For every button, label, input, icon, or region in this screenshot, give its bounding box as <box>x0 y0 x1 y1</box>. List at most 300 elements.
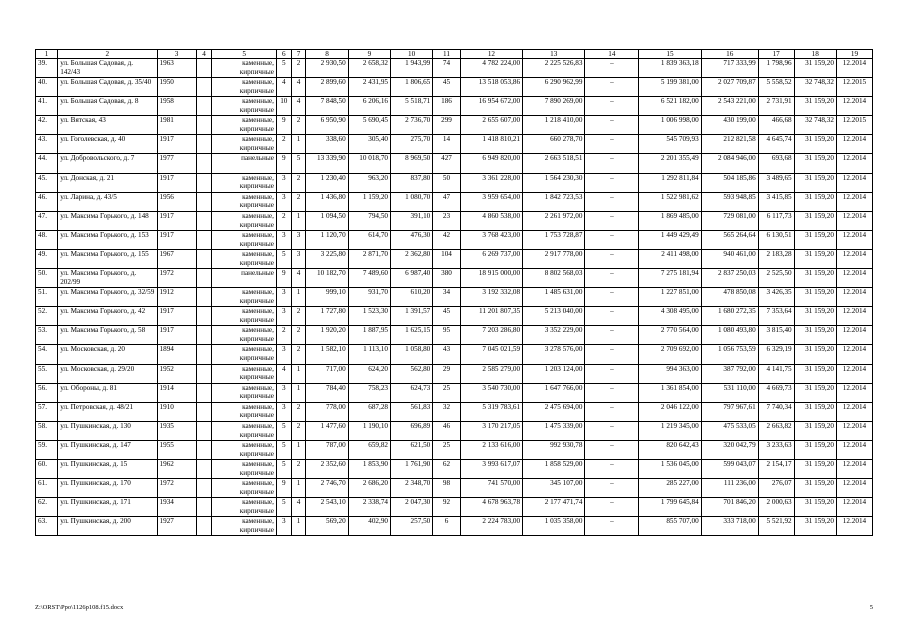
table-cell: 1 475 339,00 <box>523 421 585 440</box>
table-cell: 2 686,20 <box>348 479 390 498</box>
table-cell: 1 727,80 <box>306 307 348 326</box>
table-row <box>36 135 873 154</box>
table-cell: 2 543 221,00 <box>701 97 758 116</box>
table-cell <box>196 135 212 154</box>
table-cell: 31 159,20 <box>794 402 836 421</box>
table-cell: 2 709 692,00 <box>639 345 701 364</box>
table-cell: 2 047,30 <box>391 498 433 517</box>
table-row <box>36 288 873 307</box>
table-cell: 12.2014 <box>836 326 872 345</box>
table-cell: 5 690,45 <box>348 116 390 135</box>
table-cell: 2 525,50 <box>758 269 794 288</box>
row-number-cell: 46. <box>36 192 58 211</box>
table-cell <box>196 479 212 498</box>
column-number: 1 <box>36 50 58 59</box>
table-cell: 1 <box>291 440 306 459</box>
table-cell: 333 718,00 <box>701 517 758 536</box>
table-cell: каменные, кирпичные <box>212 307 276 326</box>
table-cell: панельные <box>212 269 276 288</box>
table-cell: 2 431,95 <box>348 78 390 97</box>
table-cell: 430 199,00 <box>701 116 758 135</box>
table-cell: 837,80 <box>391 173 433 192</box>
table-cell: 784,40 <box>306 383 348 402</box>
table-cell: 4 782 224,00 <box>460 59 522 78</box>
column-number: 11 <box>433 50 460 59</box>
table-cell: 31 159,20 <box>794 249 836 268</box>
table-cell: 3 278 576,00 <box>523 345 585 364</box>
table-cell: 2 027 709,87 <box>701 78 758 97</box>
table-cell: 2 084 946,00 <box>701 154 758 173</box>
table-cell: 391,10 <box>391 211 433 230</box>
table-cell <box>196 307 212 326</box>
table-cell: каменные, кирпичные <box>212 498 276 517</box>
table-cell: 963,20 <box>348 173 390 192</box>
table-cell: 2 663,82 <box>758 421 794 440</box>
table-cell: 6 521 182,00 <box>639 97 701 116</box>
table-cell: 12.2014 <box>836 288 872 307</box>
table-cell: каменные, кирпичные <box>212 192 276 211</box>
table-cell: каменные, кирпичные <box>212 459 276 478</box>
table-cell: 31 159,20 <box>794 307 836 326</box>
table-cell: 3 352 229,00 <box>523 326 585 345</box>
table-cell: 1 853,90 <box>348 459 390 478</box>
table-row <box>36 459 873 478</box>
table-cell: 29 <box>433 364 460 383</box>
table-cell: – <box>585 116 639 135</box>
table-cell: 1 391,57 <box>391 307 433 326</box>
table-cell: 2 <box>291 116 306 135</box>
table-cell: 12.2014 <box>836 364 872 383</box>
table-cell: 7 890 269,00 <box>523 97 585 116</box>
table-cell: 624,20 <box>348 364 390 383</box>
table-cell: каменные, кирпичные <box>212 135 276 154</box>
table-cell: 614,70 <box>348 230 390 249</box>
table-cell: 3 415,85 <box>758 192 794 211</box>
table-cell: 43 <box>433 345 460 364</box>
address-cell: ул. Гоголевская, д. 40 <box>58 135 157 154</box>
table-cell: 1917 <box>157 230 196 249</box>
table-cell: – <box>585 59 639 78</box>
table-cell: – <box>585 402 639 421</box>
table-cell: 3 225,80 <box>306 249 348 268</box>
column-number: 19 <box>836 50 872 59</box>
table-cell: 11 201 807,35 <box>460 307 522 326</box>
table-cell: 1972 <box>157 269 196 288</box>
table-cell: 12.2014 <box>836 154 872 173</box>
row-number-cell: 44. <box>36 154 58 173</box>
table-cell: 1 219 345,00 <box>639 421 701 440</box>
table-cell: 3 <box>276 307 291 326</box>
table-cell: 1894 <box>157 345 196 364</box>
table-cell <box>196 211 212 230</box>
table-cell: 2 338,74 <box>348 498 390 517</box>
row-number-cell: 50. <box>36 269 58 288</box>
table-cell: 4 141,75 <box>758 364 794 383</box>
table-cell: 531 110,00 <box>701 383 758 402</box>
table-cell: 2 837 250,03 <box>701 269 758 288</box>
table-cell: 2 <box>276 135 291 154</box>
table-cell: 1 436,80 <box>306 192 348 211</box>
table-cell: 475 533,05 <box>701 421 758 440</box>
row-number-cell: 60. <box>36 459 58 478</box>
table-cell: 729 081,00 <box>701 211 758 230</box>
table-row <box>36 498 873 517</box>
table-cell: 9 <box>276 269 291 288</box>
table-cell: 12.2014 <box>836 97 872 116</box>
table-cell: – <box>585 211 639 230</box>
table-cell: 98 <box>433 479 460 498</box>
table-cell: 2 475 694,00 <box>523 402 585 421</box>
address-cell: ул. Пушкинская, д. 171 <box>58 498 157 517</box>
table-cell: 3 <box>291 230 306 249</box>
column-number: 2 <box>58 50 157 59</box>
table-cell: 569,20 <box>306 517 348 536</box>
table-cell <box>196 440 212 459</box>
table-cell: 3 993 617,07 <box>460 459 522 478</box>
table-cell: 1 680 272,35 <box>701 307 758 326</box>
table-cell: 74 <box>433 59 460 78</box>
table-cell: 31 159,20 <box>794 230 836 249</box>
table-cell: 1 190,10 <box>348 421 390 440</box>
table-cell: 4 645,74 <box>758 135 794 154</box>
table-cell: 1914 <box>157 383 196 402</box>
row-number-cell: 58. <box>36 421 58 440</box>
table-cell: 717 333,99 <box>701 59 758 78</box>
table-cell: 13 339,90 <box>306 154 348 173</box>
table-cell <box>196 459 212 478</box>
address-cell: ул. Ларина, д. 43/5 <box>58 192 157 211</box>
table-cell: 2 663 518,51 <box>523 154 585 173</box>
column-number: 16 <box>701 50 758 59</box>
table-cell: 1955 <box>157 440 196 459</box>
table-cell: – <box>585 288 639 307</box>
table-cell: 2 000,63 <box>758 498 794 517</box>
table-cell: 6 329,19 <box>758 345 794 364</box>
table-cell: 12.2014 <box>836 211 872 230</box>
table-cell: 3 <box>291 249 306 268</box>
table-cell: 794,50 <box>348 211 390 230</box>
row-number-cell: 40. <box>36 78 58 97</box>
table-cell: 2 <box>276 326 291 345</box>
table-cell: 1917 <box>157 307 196 326</box>
table-cell: каменные, кирпичные <box>212 116 276 135</box>
table-cell <box>196 498 212 517</box>
table-cell: 478 850,08 <box>701 288 758 307</box>
table-cell: – <box>585 307 639 326</box>
table-cell: – <box>585 230 639 249</box>
table-cell: 5 <box>291 154 306 173</box>
column-number: 7 <box>291 50 306 59</box>
table-cell: 31 159,20 <box>794 288 836 307</box>
table-cell: 4 669,73 <box>758 383 794 402</box>
table-cell: 1 203 124,00 <box>523 364 585 383</box>
table-cell: 1950 <box>157 78 196 97</box>
table-cell: 31 159,20 <box>794 211 836 230</box>
table-cell: 6 987,40 <box>391 269 433 288</box>
table-cell: 47 <box>433 192 460 211</box>
table-cell: 3 540 730,00 <box>460 383 522 402</box>
table-cell: – <box>585 326 639 345</box>
table-cell: 2 658,32 <box>348 59 390 78</box>
table-cell: 2 746,70 <box>306 479 348 498</box>
row-number-cell: 39. <box>36 59 58 78</box>
table-cell: 276,07 <box>758 479 794 498</box>
table-cell: 2 <box>291 326 306 345</box>
table-cell: 1 <box>291 517 306 536</box>
table-cell: 2 133 616,00 <box>460 440 522 459</box>
table-row <box>36 440 873 459</box>
table-cell: 31 159,20 <box>794 421 836 440</box>
table-cell: 1 869 485,00 <box>639 211 701 230</box>
table-row <box>36 78 873 97</box>
table-cell <box>196 154 212 173</box>
row-number-cell: 53. <box>36 326 58 345</box>
table-cell: 1 798,96 <box>758 59 794 78</box>
table-cell: 4 <box>291 97 306 116</box>
table-cell: – <box>585 345 639 364</box>
table-cell: 1 058,80 <box>391 345 433 364</box>
table-cell: 2 046 122,00 <box>639 402 701 421</box>
table-cell: 13 518 053,86 <box>460 78 522 97</box>
table-cell: 31 159,20 <box>794 459 836 478</box>
table-cell: 31 159,20 <box>794 59 836 78</box>
table-cell: каменные, кирпичные <box>212 59 276 78</box>
table-cell: 1956 <box>157 192 196 211</box>
table-cell: 12.2014 <box>836 440 872 459</box>
table-cell <box>196 402 212 421</box>
table-cell: 31 159,20 <box>794 440 836 459</box>
row-number-cell: 52. <box>36 307 58 326</box>
table-cell: 5 213 040,00 <box>523 307 585 326</box>
table-cell: – <box>585 192 639 211</box>
table-cell: 305,40 <box>348 135 390 154</box>
column-number: 5 <box>212 50 276 59</box>
table-cell: 2 261 972,00 <box>523 211 585 230</box>
table-cell: – <box>585 78 639 97</box>
table-cell: 1 361 854,00 <box>639 383 701 402</box>
table-cell: 1934 <box>157 498 196 517</box>
table-cell: 5 <box>276 498 291 517</box>
table-cell: 565 264,64 <box>701 230 758 249</box>
table-cell: 3 192 332,08 <box>460 288 522 307</box>
table-row <box>36 307 873 326</box>
column-number: 6 <box>276 50 291 59</box>
table-cell: 504 185,86 <box>701 173 758 192</box>
table-cell: каменные, кирпичные <box>212 97 276 116</box>
table-cell: 1 753 728,87 <box>523 230 585 249</box>
table-cell: 3 <box>276 288 291 307</box>
table-cell: 4 860 538,00 <box>460 211 522 230</box>
table-cell: 1 <box>291 211 306 230</box>
table-cell: 2 930,50 <box>306 59 348 78</box>
table-cell: 8 802 568,03 <box>523 269 585 288</box>
address-cell: ул. Донская, д. 21 <box>58 173 157 192</box>
table-cell: панельные <box>212 154 276 173</box>
address-cell: ул. Вятская, 43 <box>58 116 157 135</box>
column-number: 10 <box>391 50 433 59</box>
table-cell: 1 <box>291 383 306 402</box>
table-cell: 820 642,43 <box>639 440 701 459</box>
table-cell: 1917 <box>157 211 196 230</box>
table-cell: 12.2014 <box>836 383 872 402</box>
table-cell: 14 <box>433 135 460 154</box>
table-cell: 4 <box>276 364 291 383</box>
table-row <box>36 230 873 249</box>
table-cell: 31 159,20 <box>794 192 836 211</box>
table-cell: 1927 <box>157 517 196 536</box>
table-cell: 31 159,20 <box>794 154 836 173</box>
table-cell: 1 522 981,62 <box>639 192 701 211</box>
table-cell: 2 348,70 <box>391 479 433 498</box>
table-cell: 25 <box>433 383 460 402</box>
table-cell: 940 461,00 <box>701 249 758 268</box>
table-cell: 7 489,60 <box>348 269 390 288</box>
table-cell: 2 731,91 <box>758 97 794 116</box>
table-cell: 285 227,00 <box>639 479 701 498</box>
table-cell: 10 <box>276 97 291 116</box>
table-cell: 6 950,90 <box>306 116 348 135</box>
table-cell: 31 159,20 <box>794 383 836 402</box>
table-cell <box>196 230 212 249</box>
table-cell: 2 <box>291 59 306 78</box>
table-cell: 3 <box>276 383 291 402</box>
table-cell: 3 815,40 <box>758 326 794 345</box>
address-cell: ул. Московская, д. 29/20 <box>58 364 157 383</box>
table-cell: 593 948,85 <box>701 192 758 211</box>
address-cell: ул. Пушкинская, д. 130 <box>58 421 157 440</box>
table-cell: 6 117,73 <box>758 211 794 230</box>
table-cell: 1917 <box>157 135 196 154</box>
table-cell: 1 761,90 <box>391 459 433 478</box>
table-cell: 1 094,50 <box>306 211 348 230</box>
table-row <box>36 383 873 402</box>
table-cell: 8 969,50 <box>391 154 433 173</box>
table-cell: 797 967,61 <box>701 402 758 421</box>
table-cell: 186 <box>433 97 460 116</box>
table-cell: 92 <box>433 498 460 517</box>
table-cell: 345 107,00 <box>523 479 585 498</box>
table-row <box>36 517 873 536</box>
table-cell: 1 080,70 <box>391 192 433 211</box>
table-cell: – <box>585 479 639 498</box>
table-cell: 7 275 181,94 <box>639 269 701 288</box>
table-cell: 12.2014 <box>836 59 872 78</box>
table-cell: 6 949 820,00 <box>460 154 522 173</box>
table-cell: каменные, кирпичные <box>212 440 276 459</box>
table-cell: 1972 <box>157 479 196 498</box>
table-cell: 42 <box>433 230 460 249</box>
column-number: 12 <box>460 50 522 59</box>
table-cell: 2 <box>291 307 306 326</box>
row-number-cell: 49. <box>36 249 58 268</box>
table-cell: 23 <box>433 211 460 230</box>
row-number-cell: 51. <box>36 288 58 307</box>
table-cell: 9 <box>276 479 291 498</box>
address-cell: ул. Максима Горького, д. 202/99 <box>58 269 157 288</box>
table-cell: 466,68 <box>758 116 794 135</box>
row-number-cell: 43. <box>36 135 58 154</box>
table-cell <box>196 116 212 135</box>
table-cell: 31 159,20 <box>794 517 836 536</box>
table-cell: каменные, кирпичные <box>212 402 276 421</box>
table-cell: 31 159,20 <box>794 345 836 364</box>
table-cell: 12.2014 <box>836 459 872 478</box>
table-cell: 1 006 998,00 <box>639 116 701 135</box>
table-cell: 31 159,20 <box>794 326 836 345</box>
table-cell: 1917 <box>157 173 196 192</box>
table-cell: 7 045 021,59 <box>460 345 522 364</box>
table-cell: 10 018,70 <box>348 154 390 173</box>
table-cell <box>196 383 212 402</box>
table-cell: 562,80 <box>391 364 433 383</box>
table-cell: 994 363,00 <box>639 364 701 383</box>
table-cell: каменные, кирпичные <box>212 479 276 498</box>
table-cell: 5 558,52 <box>758 78 794 97</box>
footer-file-path: Z:\ORST\Ppo\1126p108.f15.docx <box>35 604 124 611</box>
table-cell: 9 <box>276 116 291 135</box>
table-cell: 3 170 217,05 <box>460 421 522 440</box>
table-cell <box>196 326 212 345</box>
table-cell: 2 <box>291 459 306 478</box>
table-cell: 1 799 645,84 <box>639 498 701 517</box>
table-cell: 2 <box>291 192 306 211</box>
table-cell: 1 113,10 <box>348 345 390 364</box>
table-cell: – <box>585 97 639 116</box>
row-number-cell: 59. <box>36 440 58 459</box>
table-cell <box>196 78 212 97</box>
table-cell: 696,89 <box>391 421 433 440</box>
table-cell: 3 233,63 <box>758 440 794 459</box>
table-cell: 12.2014 <box>836 192 872 211</box>
table-cell: 3 <box>276 230 291 249</box>
table-cell: 1917 <box>157 326 196 345</box>
table-cell: 5 319 783,61 <box>460 402 522 421</box>
table-row <box>36 479 873 498</box>
table-cell: 1 625,15 <box>391 326 433 345</box>
table-cell: 1967 <box>157 249 196 268</box>
table-cell: 2 183,28 <box>758 249 794 268</box>
table-cell: 12.2014 <box>836 230 872 249</box>
table-cell: 12.2015 <box>836 116 872 135</box>
table-cell: 1962 <box>157 459 196 478</box>
register-table <box>35 49 873 536</box>
table-cell: 3 <box>276 402 291 421</box>
table-cell: 1 080 493,80 <box>701 326 758 345</box>
table-cell: 12.2014 <box>836 402 872 421</box>
table-cell: 992 930,78 <box>523 440 585 459</box>
table-cell: 6 <box>433 517 460 536</box>
table-cell: 1 477,60 <box>306 421 348 440</box>
table-cell: 1 <box>291 288 306 307</box>
table-cell: 1910 <box>157 402 196 421</box>
table-cell: – <box>585 173 639 192</box>
table-cell: 3 <box>276 173 291 192</box>
table-cell: 31 159,20 <box>794 135 836 154</box>
table-cell: 32 <box>433 402 460 421</box>
table-cell: 3 959 654,00 <box>460 192 522 211</box>
table-cell: 6 269 737,00 <box>460 249 522 268</box>
table-cell: 2 154,17 <box>758 459 794 478</box>
table-cell: каменные, кирпичные <box>212 78 276 97</box>
row-number-cell: 47. <box>36 211 58 230</box>
table-cell: 12.2014 <box>836 249 872 268</box>
table-cell: 4 <box>291 498 306 517</box>
table-cell: 7 848,50 <box>306 97 348 116</box>
table-cell: 5 <box>276 440 291 459</box>
table-cell: 758,23 <box>348 383 390 402</box>
table-cell: 3 <box>276 345 291 364</box>
table-cell: 320 042,79 <box>701 440 758 459</box>
